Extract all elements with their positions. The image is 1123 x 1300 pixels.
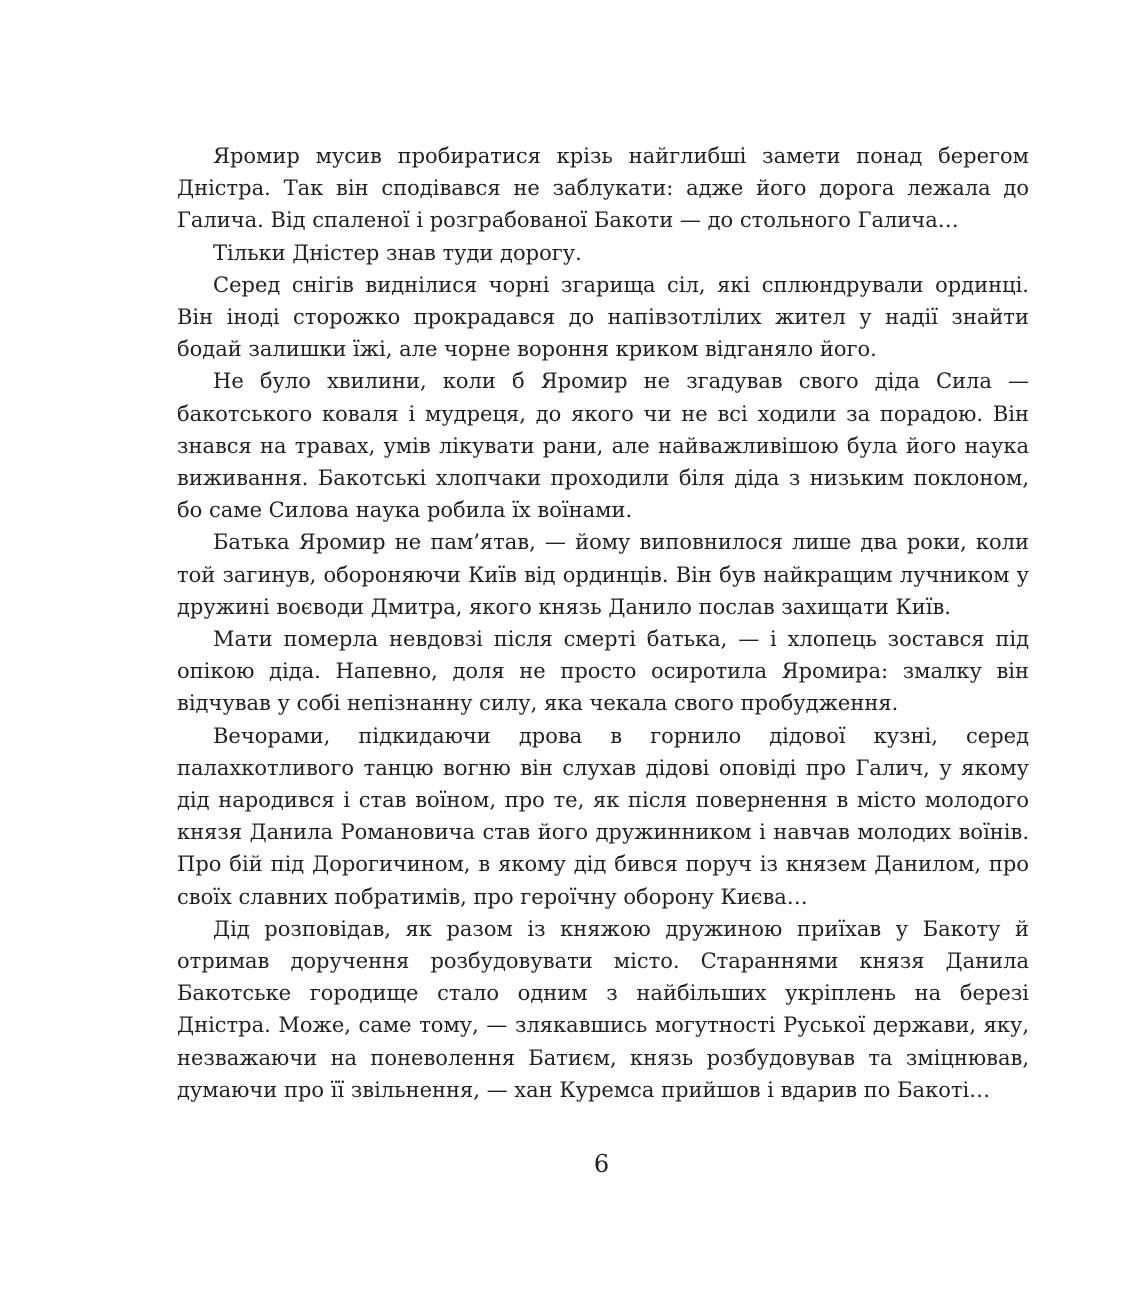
paragraph: Тільки Дністер знав туди дорогу. — [213, 240, 582, 265]
paragraph: Батька Яромир не пам’ятав, — йому виповнилося лише два роки, коли той загинув, обороняючи Київ від ординців. Він був найкращим лучником у дружині воєводи Дмитра, якого князь Данило послав захищати Київ. — [177, 530, 1029, 619]
paragraph: Мати померла невдовзі після смерті батька, — і хлопець зостався під опікою діда. Напевно, доля не просто осиротила Яромира: змалку він відчував у собі непізнанну силу, яка чекала свого пробудження. — [177, 627, 1029, 716]
page-number: 6 — [593, 1150, 610, 1178]
paragraph: Яромир мусив пробиратися крізь найглибші замети понад берегом Дністра. Так він сподівався не заблукати: адже його дорога лежала до Галича. Від спаленої і розграбованої Бакоти — до стольного Галича… — [177, 144, 1029, 233]
paragraph: Серед снігів виднілися чорні згарища сіл, які сплюндрували ординці. Він іноді сторожко прокрадався до напівзотлілих жител у надії знайти бодай залишки їжі, але чорне вороння криком відганяло його. — [177, 272, 1029, 362]
paragraph: Дід розповідав, як разом із княжою дружиною приїхав у Бакоту й отримав доручення розбудовувати місто. Стараннями князя Данила Бакотське городище стало одним з найбільших укріплень на березі Дністра. Може, саме тому, — злякавшись могутності Руської держави, яку, незважаючи на поневолення Батиєм, князь розбудовував та зміцнював, думаючи про її звільнення, — хан Куремса прийшов і вдарив по Бакоті… — [177, 916, 1029, 1102]
paragraph: Вечорами, підкидаючи дрова в горнило дідової кузні, серед палахкотливого танцю вогню він слухав дідові оповіді про Галич, у якому дід народився і став воїном, про те, як після повернення в місто молодого князя Данила Романовича став його дружинником і навчав молодих воїнів. Про бій під Дорогичином, в якому дід бився поруч із князем Данилом, про своїх славних побратимів, про героїчну оборону Києва… — [177, 723, 1029, 909]
paragraph: Не було хвилини, коли б Яромир не згадував свого діда Сила — бакотського коваля і мудреця, до якого чи не всі ходили за порадою. Він знався на травах, умів лікувати рани, але найважливішою була його наука виживання. Бакотські хлопчаки проходили біля діда з низьким поклоном, бо саме Силова наука робила їх воїнами. — [177, 369, 1029, 523]
body-text — [177, 140, 1029, 1106]
